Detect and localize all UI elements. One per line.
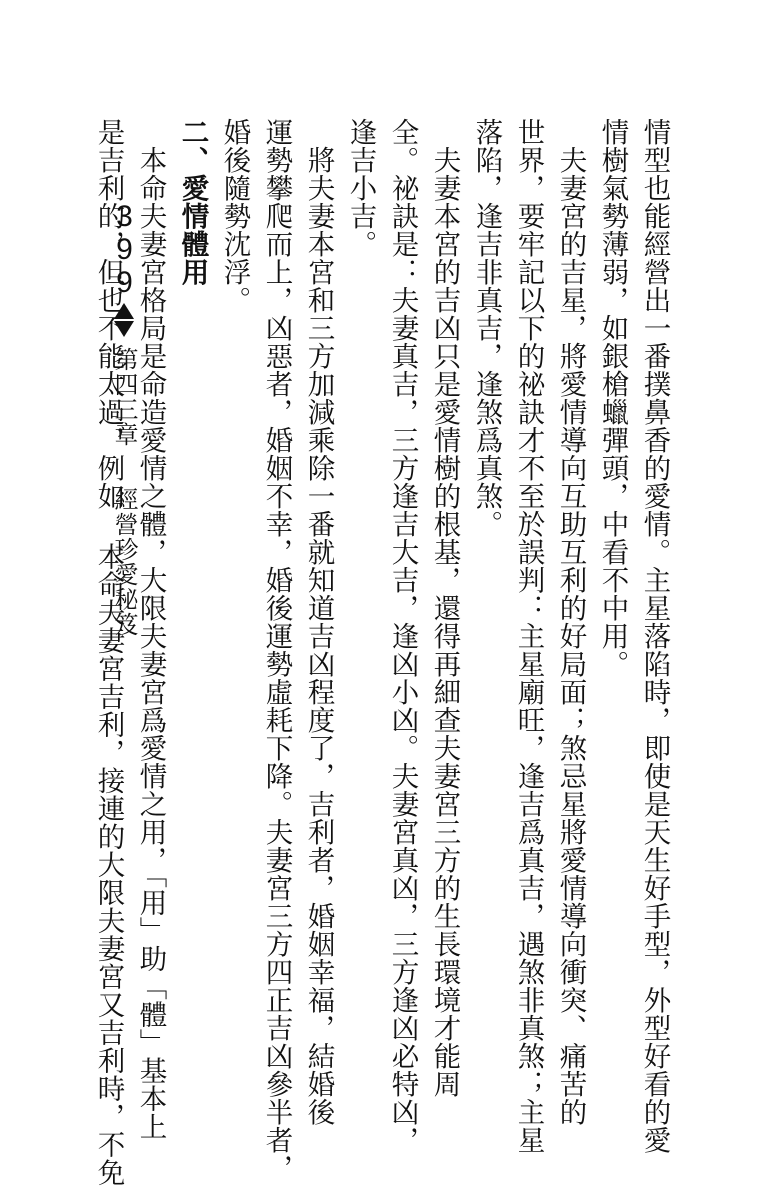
triangle-down-icon bbox=[114, 321, 134, 337]
text-column-4: 世界，要牢記以下的祕訣才不至於誤判：主星廟旺，逢吉爲真吉，遇煞非真煞；主星 bbox=[512, 118, 545, 1154]
text-column-13: 本命夫妻宮格局是命造愛情之體，大限夫妻宮爲愛情之用，「用」助「體」基本上 bbox=[134, 118, 167, 1141]
text-column-3: 夫妻宮的吉星，將愛情導向互助互利的好局面；煞忌星將愛情導向衝突、痛苦的 bbox=[554, 118, 587, 1126]
section-heading: 二、愛情體用 bbox=[176, 118, 209, 286]
text-column-9: 將夫妻本宮和三方加減乘除一番就知道吉凶程度了，吉利者，婚姻幸福，結婚後 bbox=[302, 118, 335, 1126]
page-number: 399 bbox=[108, 200, 141, 299]
chapter-title: 經營珍愛秘笈 bbox=[110, 487, 138, 637]
text-column-14: 是吉利的，但也不能太過，例如 本命夫妻宮吉利，接連的大限夫妻宮又吉利時，不免 bbox=[92, 118, 125, 1187]
text-column-11: 婚後隨勢沈浮。 bbox=[218, 118, 251, 314]
text-column-2: 情樹氣勢薄弱，如銀槍蠟彈頭，中看不中用。 bbox=[596, 118, 629, 678]
text-column-7: 全。祕訣是：夫妻真吉，三方逢吉大吉，逢凶小凶。夫妻宮真凶，三方逢凶必特凶， bbox=[386, 118, 419, 1154]
page-footer bbox=[52, 200, 196, 637]
text-column-10: 運勢攀爬而上，凶惡者，婚姻不幸，婚後運勢虛耗下降。夫妻宮三方四正吉凶參半者， bbox=[260, 118, 293, 1182]
text-column-1: 情型也能經營出一番撲鼻香的愛情。主星落陷時，即使是天生好手型，外型好看的愛 bbox=[638, 118, 671, 1154]
text-column-5: 落陷，逢吉非真吉，逢煞爲真煞。 bbox=[470, 118, 503, 538]
triangle-up-icon bbox=[114, 303, 134, 319]
chapter-label: 第四三章 bbox=[110, 347, 138, 447]
text-column-6: 夫妻本宮的吉凶只是愛情樹的根基，還得再細查夫妻宮三方的生長環境才能周 bbox=[428, 118, 461, 1098]
text-column-8: 逢吉小吉。 bbox=[344, 118, 377, 258]
